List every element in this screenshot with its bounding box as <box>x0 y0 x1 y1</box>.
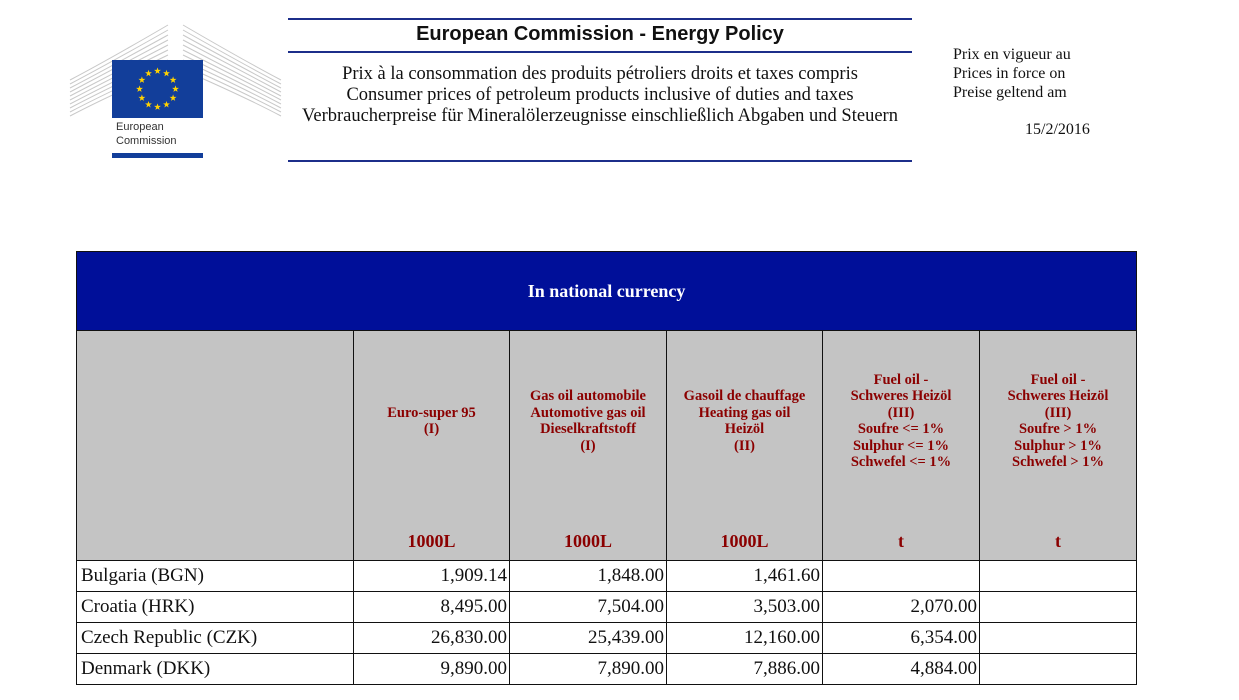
column-header-line: Heizöl <box>724 421 765 437</box>
column-header-description <box>354 331 509 511</box>
column-header-line: (III) <box>887 404 915 421</box>
column-header-line: Gas oil automobile <box>529 388 646 404</box>
price-cell: 2,070.00 <box>823 592 980 623</box>
column-header-line: Euro-super 95 <box>387 404 476 421</box>
column-header-5 <box>980 331 1137 561</box>
title-rule <box>288 51 912 53</box>
price-cell: 9,890.00 <box>354 654 510 685</box>
column-header-line: Gasoil de chauffage <box>683 388 806 404</box>
column-header-4 <box>823 331 980 561</box>
column-unit: t <box>898 531 904 551</box>
column-header-3 <box>667 331 823 561</box>
price-cell: 1,909.14 <box>354 561 510 592</box>
column-header-line: Schweres Heizöl <box>850 388 952 404</box>
table-row <box>77 561 1137 592</box>
table-row <box>77 623 1137 654</box>
column-header-line: (II) <box>734 437 755 454</box>
eu-flag-icon <box>112 60 203 118</box>
table-row <box>77 592 1137 623</box>
price-cell <box>823 561 980 592</box>
european-commission-logo <box>68 20 283 162</box>
column-unit: 1000L <box>563 531 612 551</box>
price-table <box>76 251 1136 685</box>
price-cell <box>980 623 1137 654</box>
table-row <box>77 654 1137 685</box>
column-header-description <box>980 331 1136 511</box>
price-cell: 7,890.00 <box>510 654 667 685</box>
price-cell: 7,886.00 <box>667 654 823 685</box>
column-header-line: Sulphur > 1% <box>1014 437 1102 454</box>
column-header-description <box>667 331 822 511</box>
column-unit: 1000L <box>407 531 456 551</box>
column-header-line: Schweres Heizöl <box>1007 388 1109 404</box>
country-column-header <box>77 331 354 561</box>
subtitle-fr: Prix à la consommation des produits pétroliers droits et taxes compris <box>342 64 858 84</box>
column-header-line: Dieselkraftstoff <box>540 421 636 437</box>
column-unit: 1000L <box>720 531 769 551</box>
bottom-rule <box>288 160 912 162</box>
info-fr: Prix en vigueur au <box>953 46 1071 63</box>
country-cell: Denmark (DKK) <box>77 654 354 685</box>
column-header-line: (I) <box>580 437 596 454</box>
price-cell: 7,504.00 <box>510 592 667 623</box>
country-cell: Bulgaria (BGN) <box>77 561 354 592</box>
price-cell: 8,495.00 <box>354 592 510 623</box>
column-header-line: Schwefel <= 1% <box>850 454 952 470</box>
column-header-description <box>510 331 666 511</box>
price-cell: 6,354.00 <box>823 623 980 654</box>
price-date-info <box>953 45 1071 102</box>
price-cell: 4,884.00 <box>823 654 980 685</box>
price-cell: 1,461.60 <box>667 561 823 592</box>
subtitles <box>288 64 912 127</box>
column-header-line: Heating gas oil <box>698 404 791 421</box>
column-header-line: Fuel oil - <box>873 371 929 388</box>
logo-text-line1: European <box>116 121 164 133</box>
column-header-line: Sulphur <= 1% <box>852 437 950 454</box>
subtitle-en: Consumer prices of petroleum products inclusive of duties and taxes <box>346 85 854 105</box>
country-cell: Croatia (HRK) <box>77 592 354 623</box>
price-cell: 1,848.00 <box>510 561 667 592</box>
column-header-line: Schwefel > 1% <box>1012 454 1105 470</box>
price-cell: 25,439.00 <box>510 623 667 654</box>
price-cell: 12,160.00 <box>667 623 823 654</box>
price-cell <box>980 561 1137 592</box>
column-header-line: Fuel oil - <box>1030 371 1086 388</box>
info-de: Preise geltend am <box>953 84 1067 101</box>
price-cell: 3,503.00 <box>667 592 823 623</box>
column-header-line: Automotive gas oil <box>530 404 646 421</box>
info-en: Prices in force on <box>953 65 1066 82</box>
column-header-line: Soufre > 1% <box>1018 421 1098 437</box>
column-header-line: (III) <box>1044 404 1072 421</box>
column-header-1 <box>354 331 510 561</box>
column-header-description <box>823 331 979 511</box>
price-date: 15/2/2016 <box>1025 121 1090 138</box>
column-unit: t <box>1055 531 1062 551</box>
currency-band: In national currency <box>77 252 1137 331</box>
country-cell: Czech Republic (CZK) <box>77 623 354 654</box>
logo-underline <box>112 153 203 158</box>
subtitle-de: Verbraucherpreise für Mineralölerzeugnisse einschließlich Abgaben und Steuern <box>302 106 898 126</box>
price-cell <box>980 654 1137 685</box>
logo-text-line2: Commission <box>116 135 177 147</box>
header-title-block <box>288 18 912 163</box>
price-cell <box>980 592 1137 623</box>
column-header-line: (I) <box>423 421 440 437</box>
price-cell: 26,830.00 <box>354 623 510 654</box>
page-title: European Commission - Energy Policy <box>416 23 784 45</box>
top-rule <box>288 18 912 20</box>
column-header-2 <box>510 331 667 561</box>
column-header-line: Soufre <= 1% <box>857 421 945 437</box>
